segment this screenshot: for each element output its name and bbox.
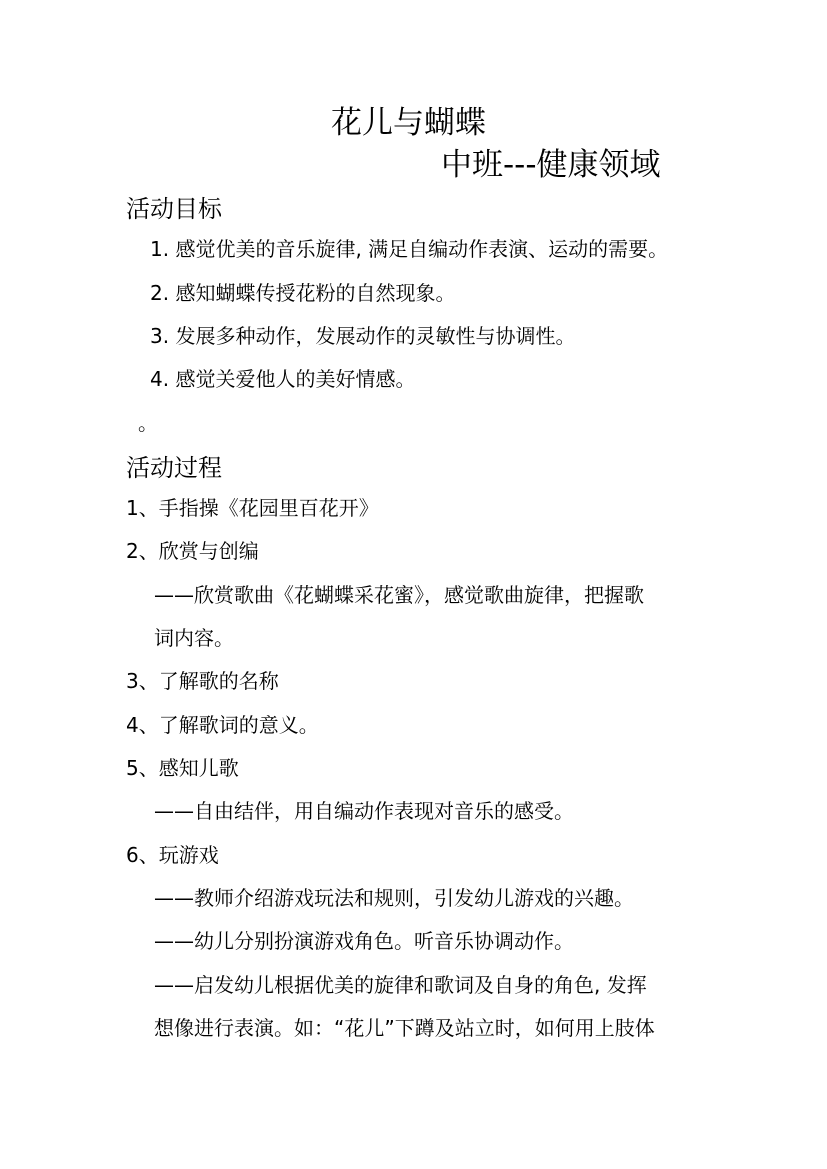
process-detail: ——自由结伴，用自编动作表现对音乐的感受。 (154, 799, 574, 823)
goal-item: 3. 发展多种动作，发展动作的灵敏性与协调性。 (150, 324, 576, 348)
process-detail: ——教师介绍游戏玩法和规则，引发幼儿游戏的兴趣。 (154, 886, 634, 910)
goal-item: 1. 感觉优美的音乐旋律, 满足自编动作表演、运动的需要。 (150, 237, 669, 261)
process-step: 4、了解歌词的意义。 (126, 713, 319, 737)
process-detail: ——启发幼儿根据优美的旋律和歌词及自身的角色, 发挥 (154, 973, 647, 997)
goal-item: 4. 感觉关爱他人的美好情感。 (150, 367, 416, 391)
process-step: 2、欣赏与创编 (126, 539, 259, 563)
goal-item: 2. 感知蝴蝶传授花粉的自然现象。 (150, 281, 456, 305)
process-detail: 想像进行表演。如：“花儿”下蹲及站立时，如何用上肢体 (154, 1016, 655, 1040)
process-step: 1、手指操《花园里百花开》 (126, 496, 379, 520)
process-step: 5、感知儿歌 (126, 756, 239, 780)
process-step: 3、了解歌的名称 (126, 669, 279, 693)
document-subtitle: 中班---健康领域 (441, 147, 661, 183)
process-step: 6、玩游戏 (126, 843, 219, 867)
process-detail: ——幼儿分别扮演游戏角色。听音乐协调动作。 (154, 929, 574, 953)
section-heading-process: 活动过程 (126, 454, 222, 482)
process-detail: 词内容。 (154, 626, 234, 650)
section-heading-goals: 活动目标 (126, 195, 222, 223)
process-detail: ——欣赏歌曲《花蝴蝶采花蜜》，感觉歌曲旋律，把握歌 (154, 583, 644, 607)
document-title: 花儿与蝴蝶 (331, 105, 486, 141)
stray-period: 。 (138, 411, 158, 435)
